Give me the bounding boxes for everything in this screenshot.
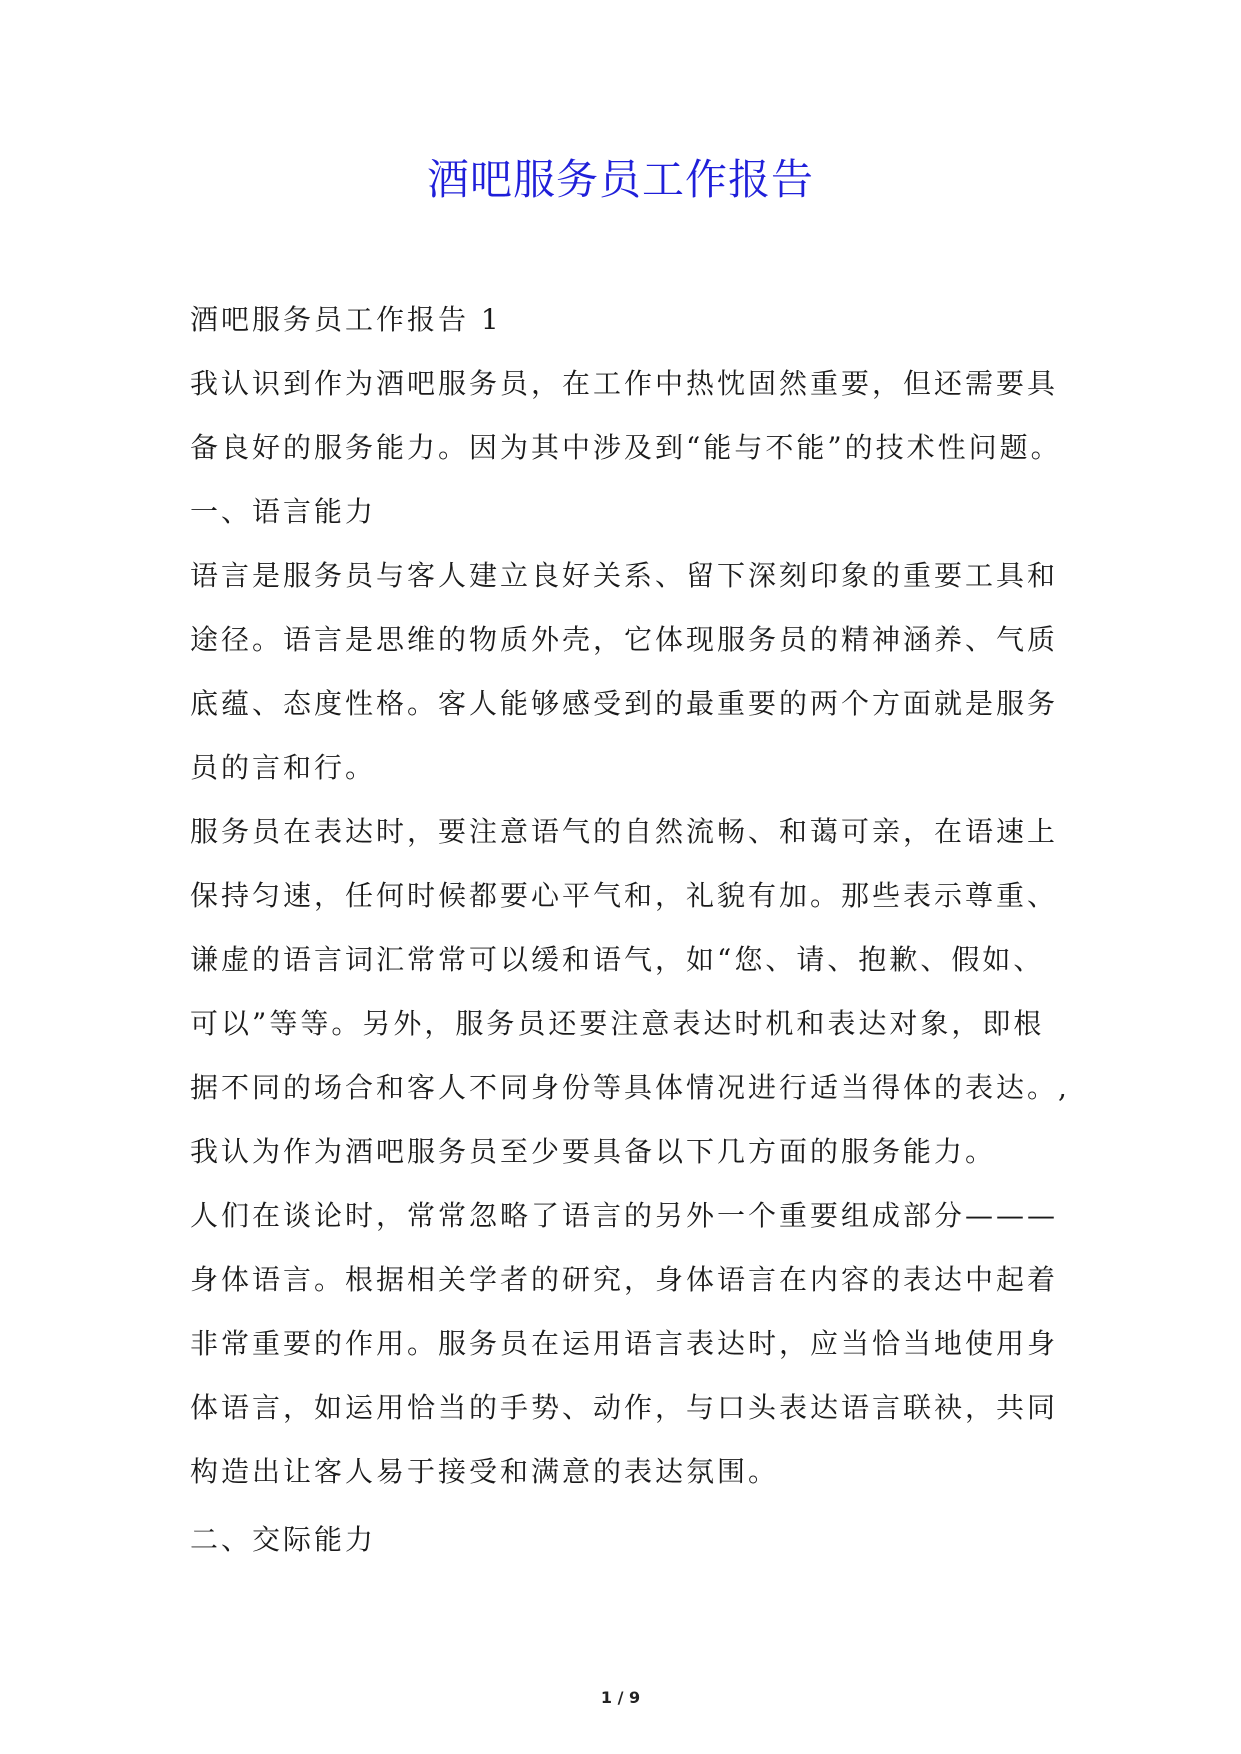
paragraph-line: 员的言和行。 xyxy=(190,751,377,784)
paragraph-line: 备良好的服务能力。因为其中涉及到“能与不能”的技术性问题。 xyxy=(190,431,1062,464)
section-heading: 酒吧服务员工作报告 1 xyxy=(190,303,502,336)
paragraph-line: 保持匀速，任何时候都要心平气和，礼貌有加。那些表示尊重、 xyxy=(190,879,1059,912)
paragraph-line: 服务员在表达时，要注意语气的自然流畅、和蔼可亲，在语速上 xyxy=(190,815,1059,848)
document-title: 酒吧服务员工作报告 xyxy=(426,155,814,204)
paragraph-line: 谦虚的语言词汇常常可以缓和语气，如“您、请、抱歉、假如、 xyxy=(190,943,1045,976)
section-heading: 二、交际能力 xyxy=(190,1523,377,1556)
paragraph-line: 我认识到作为酒吧服务员，在工作中热忱固然重要，但还需要具 xyxy=(190,367,1059,400)
paragraph-line: 体语言，如运用恰当的手势、动作，与口头表达语言联袂，共同 xyxy=(190,1391,1059,1424)
paragraph-line: 非常重要的作用。服务员在运用语言表达时，应当恰当地使用身 xyxy=(190,1327,1059,1360)
paragraph-line: 可以”等等。另外，服务员还要注意表达时机和表达对象，即根 xyxy=(190,1007,1045,1040)
paragraph-line: 我认为作为酒吧服务员至少要具备以下几方面的服务能力。 xyxy=(190,1135,997,1168)
paragraph-line: 语言是服务员与客人建立良好关系、留下深刻印象的重要工具和 xyxy=(190,559,1059,592)
page-number: 1 / 9 xyxy=(600,1688,641,1707)
paragraph-line: 身体语言。根据相关学者的研究，身体语言在内容的表达中起着 xyxy=(190,1263,1059,1296)
paragraph-line: 底蕴、态度性格。客人能够感受到的最重要的两个方面就是服务 xyxy=(190,687,1059,720)
document-body xyxy=(190,288,1070,1572)
paragraph-line: 人们在谈论时，常常忽略了语言的另外一个重要组成部分——— xyxy=(190,1199,1059,1232)
section-heading: 一、语言能力 xyxy=(190,495,377,528)
paragraph-line: 构造出让客人易于接受和满意的表达氛围。 xyxy=(190,1455,780,1488)
paragraph-line: 途径。语言是思维的物质外壳，它体现服务员的精神涵养、气质 xyxy=(190,623,1059,656)
paragraph-line: 据不同的场合和客人不同身份等具体情况进行适当得体的表达。, xyxy=(190,1071,1070,1104)
